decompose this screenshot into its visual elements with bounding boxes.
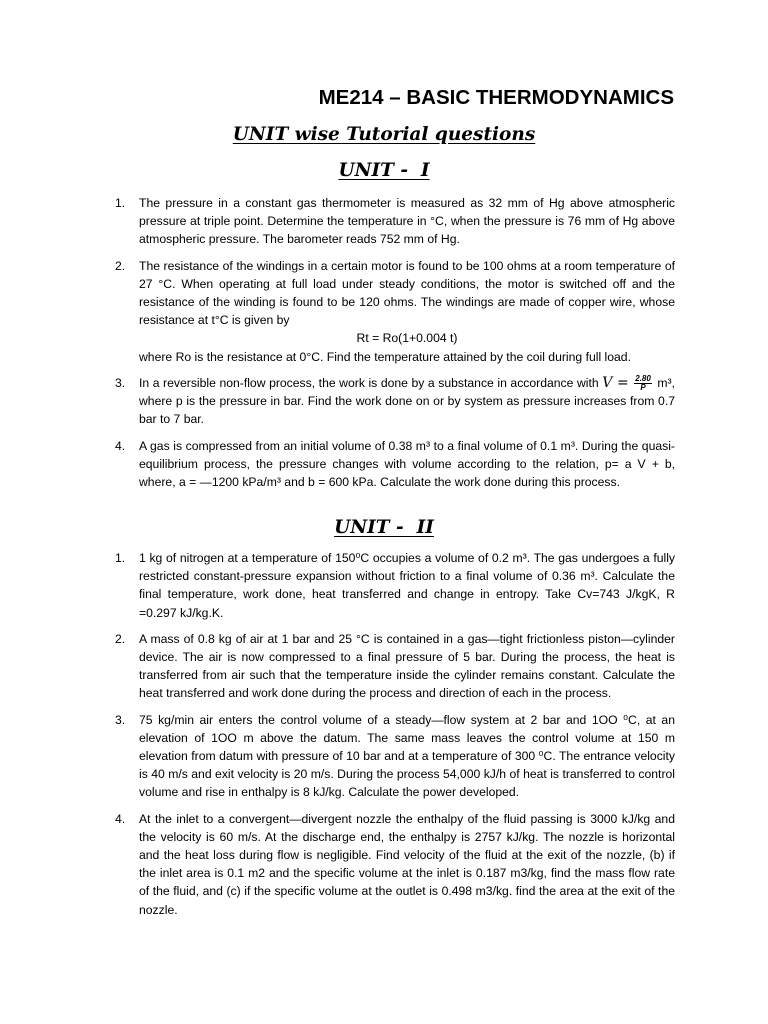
equation-fraction (634, 375, 652, 392)
question-number: 2. (115, 631, 126, 646)
document-title: ME214 – BASIC THERMODYNAMICS (318, 86, 674, 109)
question-number: 3. (115, 375, 126, 390)
document-subtitle: UNIT wise Tutorial questions (232, 124, 536, 145)
question-text-continued: where Ro is the resistance at 0°C. Find the temperature attained by the coil during full load. (139, 349, 631, 364)
equation-lhs: V = (602, 374, 629, 391)
question-text: A gas is compressed from an initial volume of 0.38 m³ to a final volume of 0.1 m³. During the quasi-equilibrium process, the pressure changes with volume according to the relation, p= a V + b, where, a = —1200 kPa/m³ and b = 600 kPa. Calculate the work done during this process. (139, 438, 675, 489)
question-text: The pressure in a constant gas thermometer is measured as 32 mm of Hg above atmospheric pressure at triple point. Determine the temperature in °C, when the pressure is 76 mm of Hg above atmospheric pressure. The barometer reads 752 mm of Hg. (139, 196, 675, 247)
question-text: 75 kg/min air enters the control volume of a steady—flow system at 2 bar and 1OO ⁰C, at an elevation of 1OO m above the datum. The same mass leaves the control volume at 150 m elevation from datum with pressure of 10 bar and at a temperature of 300 ⁰C. The entrance velocity is 40 m/s and exit velocity is 20 m/s. During the process 54,000 kJ/h of heat is transferred to control volume and rise in enthalpy is 8 kJ/kg. Calculate the power developed. (139, 712, 675, 800)
unit-2-question-1 (115, 549, 675, 622)
question-number: 1. (115, 196, 126, 210)
question-text-continued: where p is the pressure in bar. Find the work done on or by system as pressure increases from 0.7 bar to 7 bar. (139, 394, 675, 427)
unit-2-question-3 (115, 711, 675, 802)
unit-2-question-list (115, 549, 675, 927)
question-number: 4. (115, 811, 126, 826)
question-number: 1. (115, 551, 126, 565)
unit-1-question-3 (115, 374, 675, 429)
question-text: In a reversible non-flow process, the work is done by a substance in accordance with (139, 375, 599, 390)
question-text: The resistance of the windings in a certain motor is found to be 100 ohms at a room temperature of 27 °C. When operating at full load under steady conditions, the motor is switched off and the resistance of the winding is found to be 120 ohms. The windings are made of copper wire, whose resistance at t°C is given by (139, 258, 675, 328)
unit-1-question-4 (115, 437, 675, 492)
unit-2-heading: UNIT - II (334, 517, 434, 538)
equation-unit: m³, (657, 375, 675, 390)
unit-1-heading: UNIT - I (338, 160, 430, 181)
resistance-formula: Rt = Ro(1+0.004 t) (356, 331, 458, 346)
fraction-numerator: 2.80 (635, 374, 651, 384)
question-number: 2. (115, 258, 126, 273)
question-text: 1 kg of nitrogen at a temperature of 150⁰C occupies a volume of 0.2 m³. The gas undergoes a fully restricted constant-pressure expansion without friction to a final volume of 0.36 m³. Calculate the final temperature, work done, heat transferred and change in entropy. Take Cv=743 J/kgK, R =0.297 kJ/kg.K. (139, 551, 675, 620)
question-number: 3. (115, 712, 126, 727)
question-text: A mass of 0.8 kg of air at 1 bar and 25 °C is contained in a gas—tight frictionless piston—cylinder device. The air is now compressed to a final pressure of 5 bar. During the process, the heat is transferred from air such that the temperature inside the cylinder remains constant. Calculate the heat transferred and work done during the process and direction of each in the process. (139, 631, 675, 701)
question-text: At the inlet to a convergent—divergent nozzle the enthalpy of the fluid passing is 3000 kJ/kg and the velocity is 60 m/s. At the discharge end, the enthalpy is 2757 kJ/kg. The nozzle is horizontal and the heat loss during flow is negligible. Find velocity of the fluid at the exit of the nozzle, (b) if the inlet area is 0.1 m2 and the specific volume at the inlet is 0.187 m3/kg, find the mass flow rate of the fluid, and (c) if the specific volume at the outlet is 0.498 m3/kg. find the area at the exit of the nozzle. (139, 811, 675, 917)
fraction-denominator: P (640, 383, 646, 393)
unit-2-question-2 (115, 630, 675, 703)
unit-1-question-1 (115, 194, 675, 249)
unit-1-question-list (115, 194, 675, 499)
question-number: 4. (115, 438, 126, 453)
unit-2-question-4 (115, 810, 675, 919)
unit-1-question-2 (115, 257, 675, 366)
